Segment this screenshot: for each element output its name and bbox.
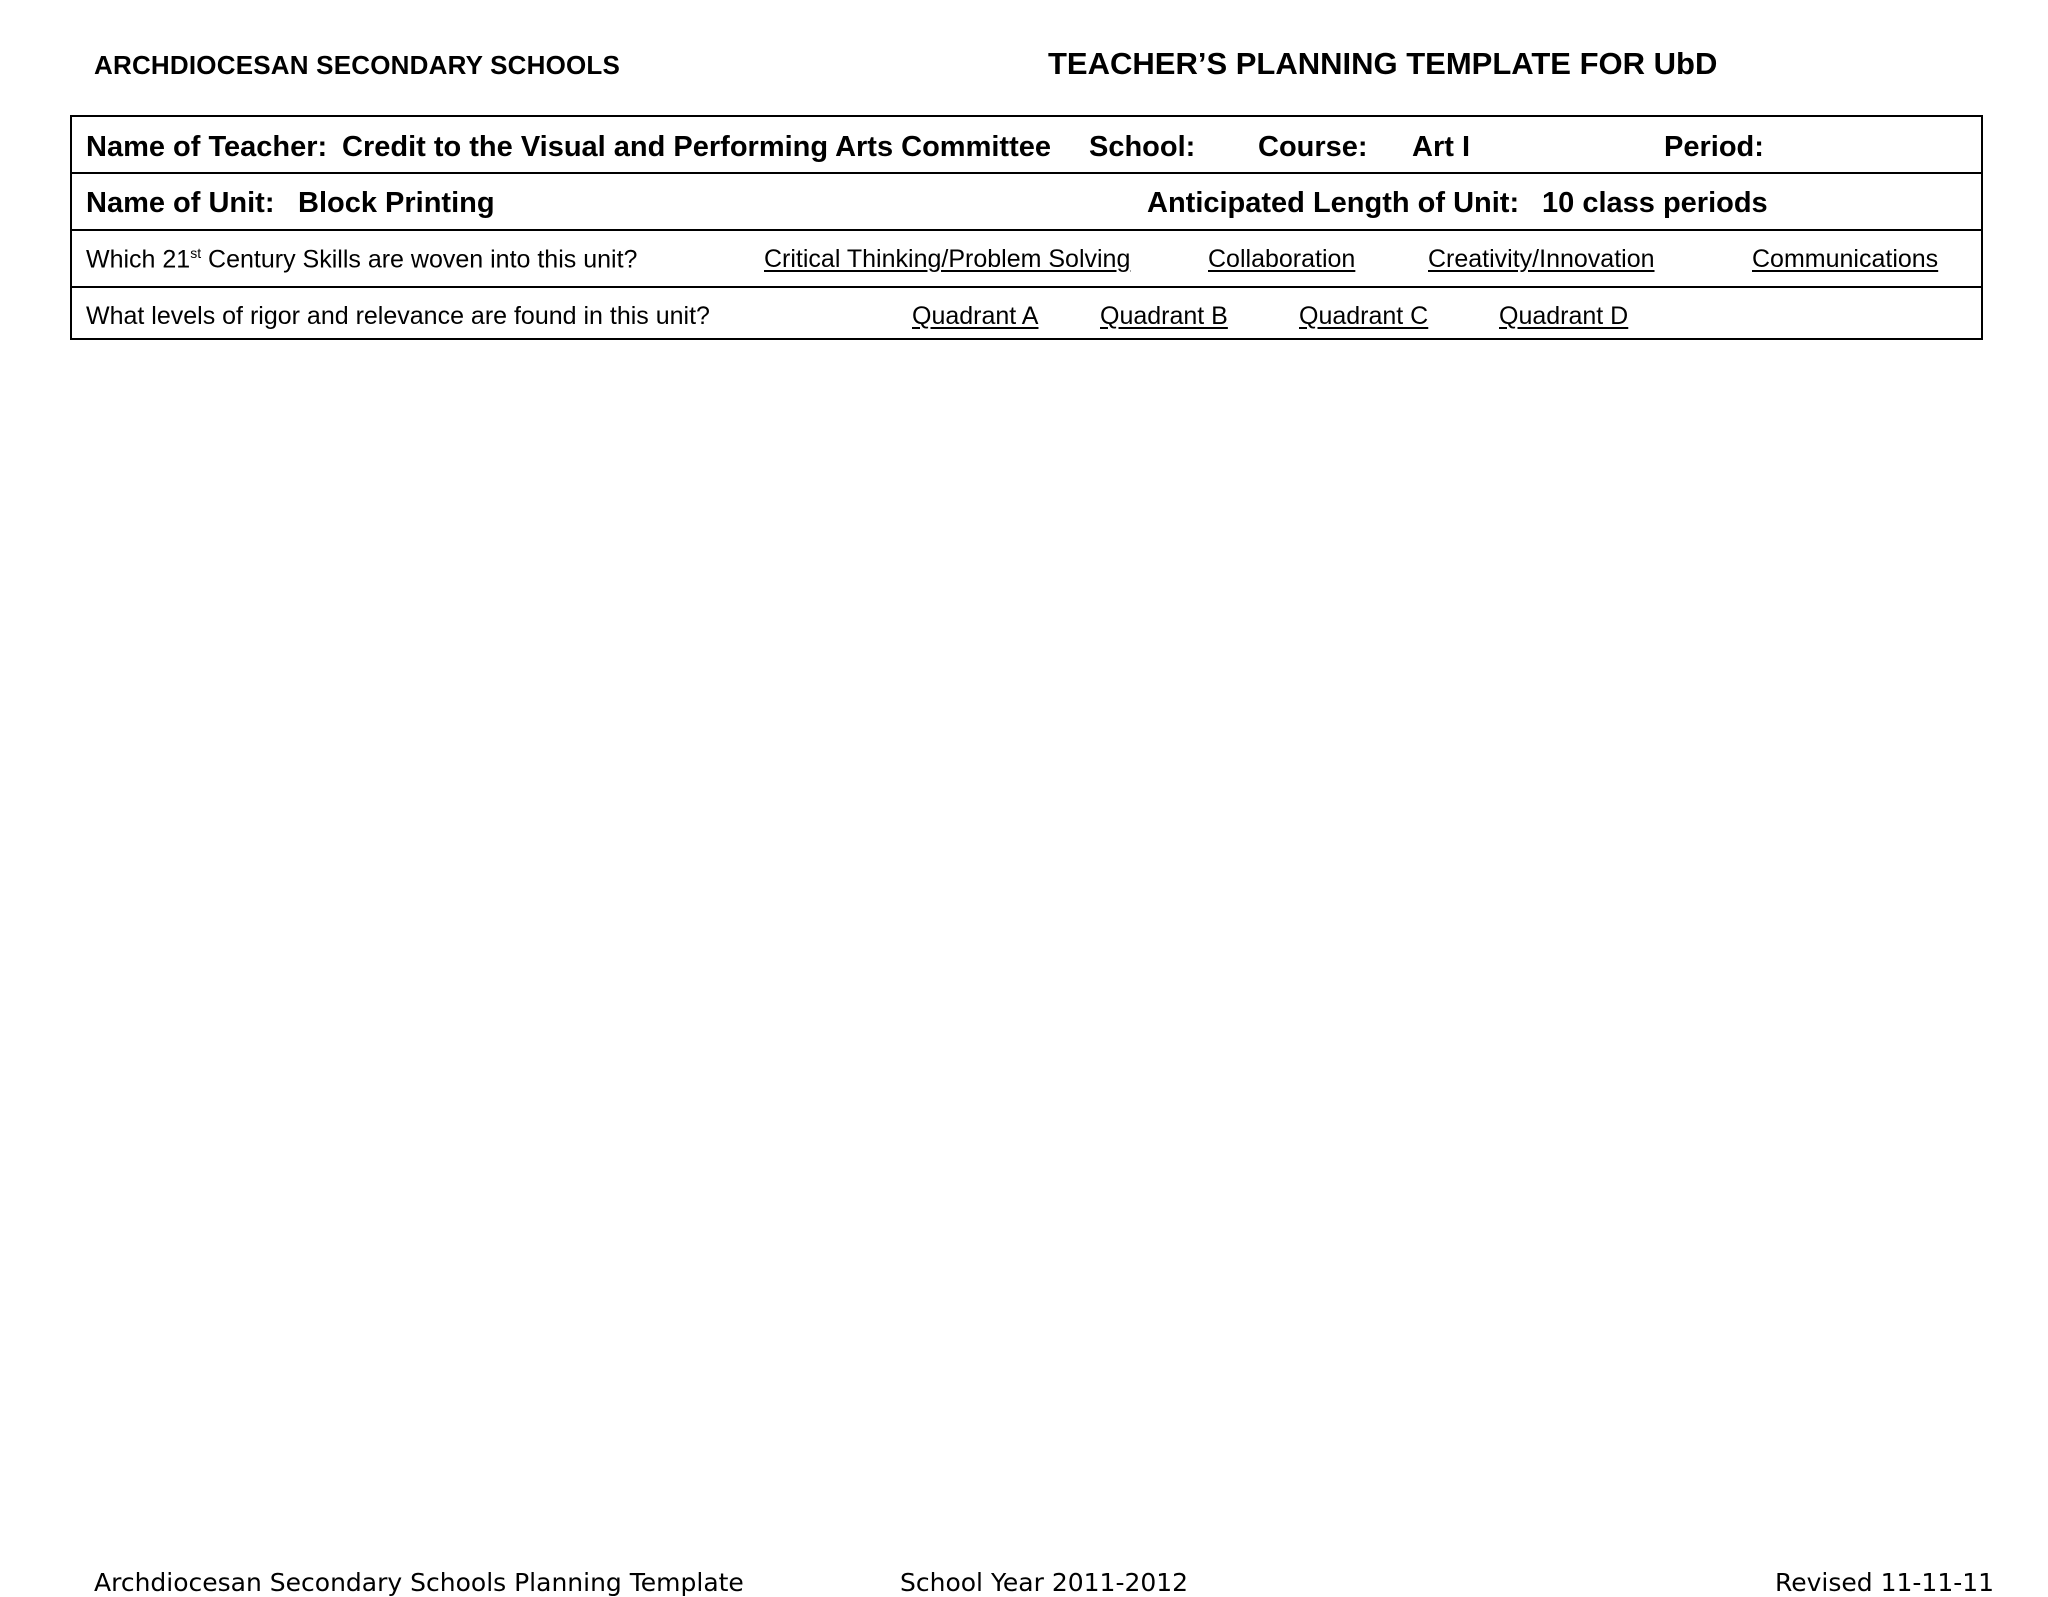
unit-value: Block Printing bbox=[298, 187, 495, 219]
footer-right: Revised 11-11-11 bbox=[1775, 1568, 1995, 1597]
rigor-question: What levels of rigor and relevance are found in this unit? bbox=[86, 302, 710, 330]
quadrant-a: Quadrant A bbox=[912, 302, 1039, 330]
period-label: Period: bbox=[1664, 131, 1764, 163]
teacher-label: Name of Teacher: bbox=[86, 131, 328, 163]
length-label: Anticipated Length of Unit: bbox=[1147, 187, 1520, 219]
footer-left: Archdiocesan Secondary Schools Planning Template bbox=[94, 1568, 744, 1597]
skill-collaboration: Collaboration bbox=[1208, 245, 1356, 273]
skills-row bbox=[72, 231, 1981, 288]
school-label: School: bbox=[1089, 131, 1196, 163]
course-label: Course: bbox=[1258, 131, 1368, 163]
length-value: 10 class periods bbox=[1542, 187, 1768, 219]
skills-question: Which 21st Century Skills are woven into this unit? bbox=[86, 245, 638, 274]
header-right-title: TEACHER’S PLANNING TEMPLATE FOR UbD bbox=[1048, 46, 1718, 81]
skill-communications: Communications bbox=[1752, 245, 1939, 273]
footer-center: School Year 2011-2012 bbox=[900, 1568, 1189, 1597]
teacher-value: Credit to the Visual and Performing Arts Committee bbox=[342, 131, 1051, 163]
teacher-row bbox=[72, 117, 1981, 174]
planning-form-table bbox=[70, 115, 1983, 340]
unit-label: Name of Unit: bbox=[86, 187, 275, 219]
unit-row bbox=[72, 174, 1981, 231]
rigor-row bbox=[72, 288, 1981, 340]
quadrant-d: Quadrant D bbox=[1499, 302, 1629, 330]
header-left-title: ARCHDIOCESAN SECONDARY SCHOOLS bbox=[94, 50, 621, 80]
course-value: Art I bbox=[1412, 131, 1470, 163]
quadrant-b: Quadrant B bbox=[1100, 302, 1228, 330]
skill-critical-thinking: Critical Thinking/Problem Solving bbox=[764, 245, 1131, 273]
skill-creativity: Creativity/Innovation bbox=[1428, 245, 1655, 273]
quadrant-c: Quadrant C bbox=[1299, 302, 1429, 330]
